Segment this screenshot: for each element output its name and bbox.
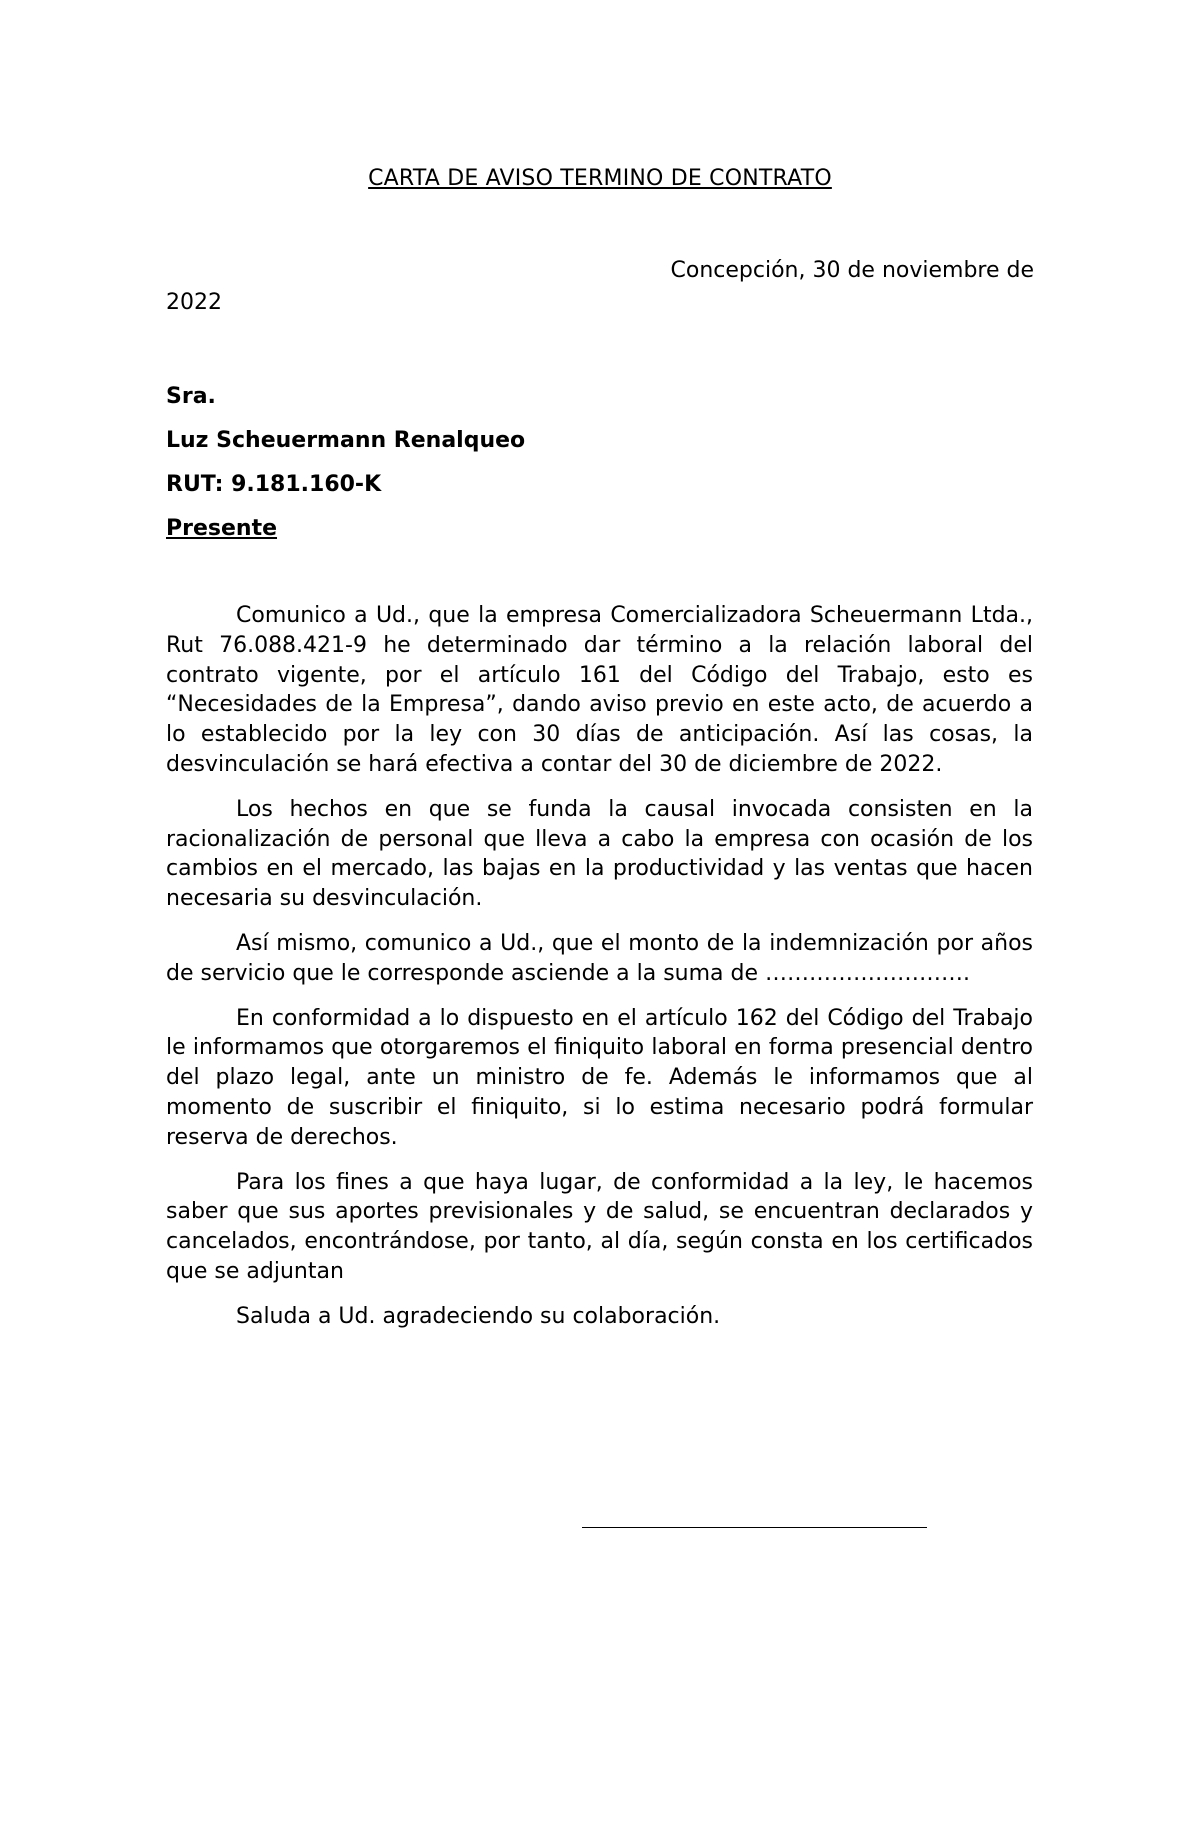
paragraph-closing: Saluda a Ud. agradeciendo su colaboración. [236,1303,721,1329]
recipient-name: Luz Scheuermann Renalqueo [166,428,526,453]
paragraph-notice: Comunico a Ud., que la empresa Comercializadora Scheuermann Ltda., Rut 76.088.421-9 he determinado dar término a la relación laboral del contrato vigente, por el artículo 161 del Código del Trabajo, esto es “Necesidades de la Empresa”, dando aviso previo en este acto, de acuerdo a lo establecido por la ley con 30 días de anticipación. Así las cosas, la desvinculación se hará efectiva a contar del 30 de diciembre de 2022. [166,603,1033,777]
paragraph-contributions: Para los fines a que haya lugar, de conformidad a la ley, le hacemos saber que sus aportes previsionales y de salud, se encuentran declarados y cancelados, encontrándose, por tanto, al día, según consta en los certificados que se adjuntan [166,1169,1033,1284]
document-title: CARTA DE AVISO TERMINO DE CONTRATO [368,166,832,191]
recipient-block [166,375,525,551]
signature-line [582,1527,927,1528]
recipient-rut: RUT: 9.181.160-K [166,472,382,497]
date-year: 2022 [166,290,222,315]
paragraph-compensation: Así mismo, comunico a Ud., que el monto de la indemnización por años de servicio que le corresponde asciende a la suma de ………………………. [166,930,1033,986]
paragraph-settlement: En conformidad a lo dispuesto en el artículo 162 del Código del Trabajo le informamos que otorgaremos el finiquito laboral en forma presencial dentro del plazo legal, ante un ministro de fe. Además le informamos que al momento de suscribir el finiquito, si lo estima necesario podrá formular reserva de derechos. [166,1005,1033,1150]
letter-body [166,601,1033,1347]
paragraph-grounds: Los hechos en que se funda la causal invocada consisten en la racionalización de personal que lleva a cabo la empresa con ocasión de los cambios en el mercado, las bajas en la productividad y las ventas que hacen necesaria su desvinculación. [166,796,1033,912]
recipient-salutation: Sra. [166,384,216,409]
date-line: Concepción, 30 de noviembre de [670,258,1034,283]
recipient-presente: Presente [166,516,278,541]
